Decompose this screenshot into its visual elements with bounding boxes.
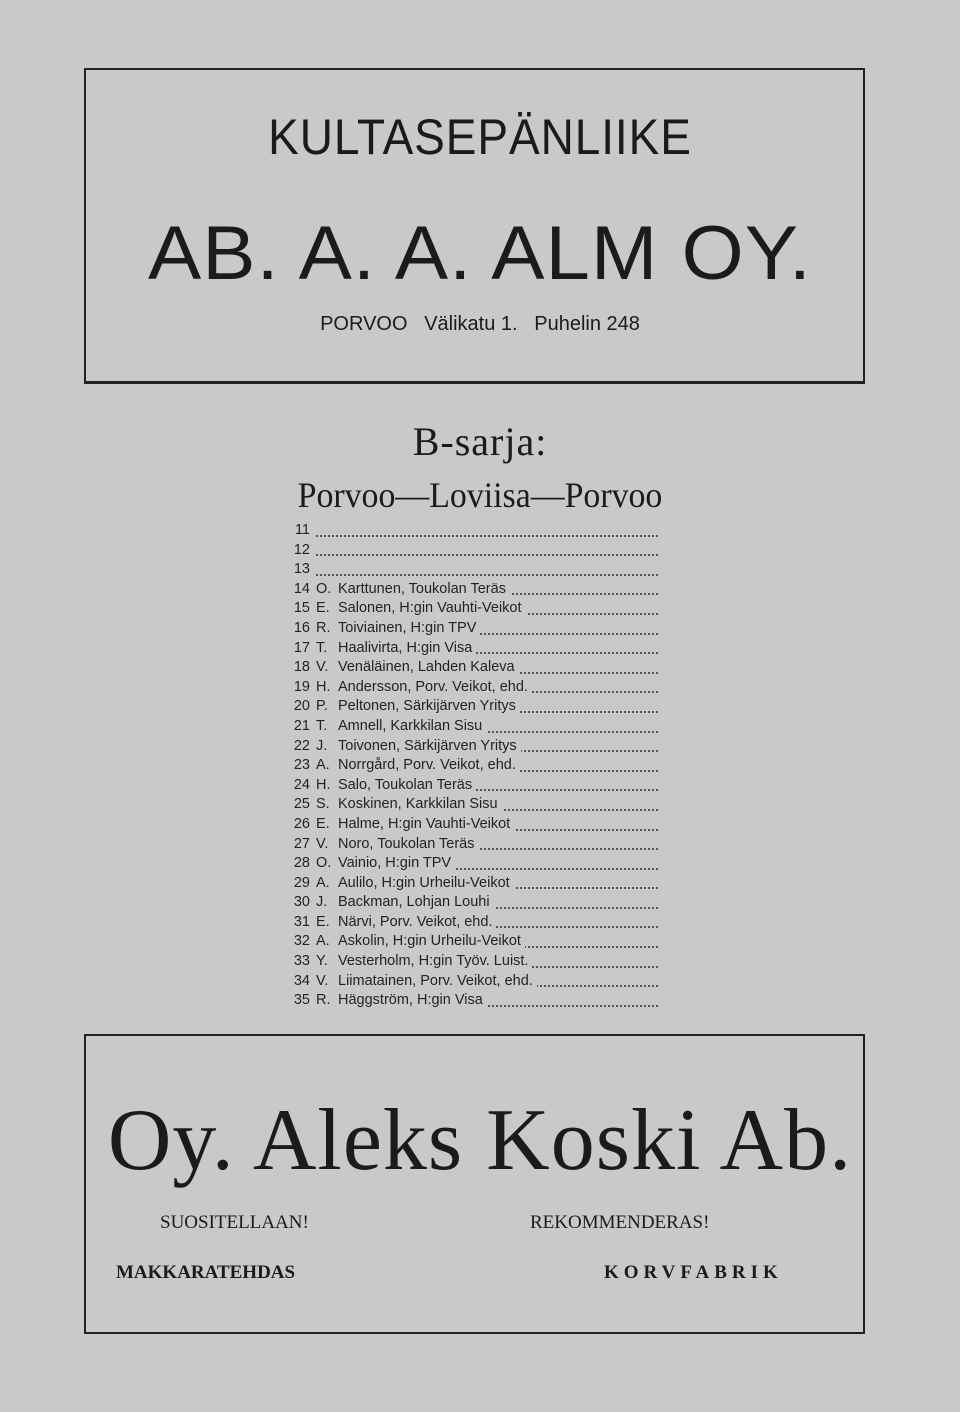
competitor-initial: R.	[316, 992, 331, 1009]
competitor-row	[288, 697, 658, 717]
competitor-name-club: Vainio, H:gin TPV	[338, 855, 452, 872]
competitor-initial: O.	[316, 580, 332, 597]
competitor-row	[288, 737, 658, 757]
competitor-row	[288, 893, 658, 913]
competitor-name-club: Toivonen, Särkijärven Yritys	[338, 737, 517, 754]
competitor-name-club: Närvi, Porv. Veikot, ehd.	[338, 913, 493, 930]
start-number: 15	[293, 600, 310, 617]
sausage-factory-name: Oy. Aleks Koski Ab.	[107, 1092, 853, 1189]
competitor-initial: V.	[316, 972, 329, 989]
competitor-entry	[288, 581, 510, 597]
start-number: 17	[293, 639, 310, 656]
start-number: 12	[293, 541, 310, 558]
competitor-initial: V.	[316, 835, 329, 852]
start-number: 25	[293, 796, 310, 813]
competitor-initial: H.	[316, 678, 331, 695]
competitor-row	[288, 639, 658, 659]
competitor-initial: J.	[316, 737, 328, 754]
start-number: 11	[294, 522, 310, 538]
competitor-entry	[288, 914, 496, 930]
competitor-name-club: Amnell, Karkkilan Sisu	[338, 717, 483, 734]
competitor-initial: T.	[316, 639, 328, 656]
competitor-entry	[288, 600, 526, 616]
series-title: B-sarja:	[412, 419, 548, 464]
competitor-entry	[288, 796, 502, 812]
competitor-row	[288, 815, 658, 835]
start-number: 35	[293, 992, 310, 1009]
competitor-name-club: Salo, Toukolan Teräs	[338, 776, 473, 793]
competitor-initial: R.	[316, 619, 331, 636]
competitor-name-club: Haalivirta, H:gin Visa	[338, 639, 473, 656]
competitor-initial: E.	[316, 600, 330, 617]
competitor-initial: A.	[316, 874, 330, 891]
factory-type-finnish: MAKKARATEHDAS	[116, 1262, 296, 1283]
competitor-entry	[288, 894, 494, 910]
competitor-row	[288, 874, 658, 894]
competitor-entry	[288, 718, 486, 734]
competitor-row	[288, 717, 658, 737]
competitor-name-club: Häggström, H:gin Visa	[338, 992, 483, 1009]
jeweller-shop-heading: KULTASEPÄNLIIKE	[268, 109, 692, 165]
competitor-entry	[288, 542, 314, 558]
competitor-row	[288, 932, 658, 952]
start-number: 31	[293, 913, 310, 930]
leader-dots	[288, 574, 658, 576]
competitor-entry	[288, 836, 479, 852]
competitor-entry	[288, 561, 314, 577]
competitor-entry	[288, 953, 532, 969]
start-number: 19	[293, 678, 310, 695]
competitor-row	[288, 658, 658, 678]
start-number: 16	[293, 619, 310, 636]
start-number: 33	[293, 953, 310, 970]
competitor-row	[288, 756, 658, 776]
competitor-name-club: Noro, Toukolan Teräs	[338, 835, 475, 852]
start-number: 29	[293, 874, 310, 891]
competitor-row	[288, 560, 658, 580]
competitor-initial: Y.	[316, 953, 328, 970]
competitor-entry	[288, 992, 487, 1008]
competitor-row	[288, 678, 658, 698]
start-number: 23	[293, 757, 310, 774]
competitor-initial: A.	[316, 757, 330, 774]
competitor-row	[288, 580, 658, 600]
competitor-initial: J.	[316, 894, 328, 911]
start-number: 22	[293, 737, 310, 754]
competitor-entry	[288, 973, 537, 989]
start-number: 20	[293, 698, 310, 715]
competitor-row	[288, 991, 658, 1011]
competitor-name-club: Koskinen, Karkkilan Sisu	[338, 796, 498, 813]
start-number: 32	[293, 933, 310, 950]
competitor-name-club: Backman, Lohjan Louhi	[338, 894, 490, 911]
start-number: 18	[293, 659, 310, 676]
competitor-entry	[288, 875, 514, 891]
competitor-initial: V.	[316, 659, 329, 676]
start-number: 24	[293, 776, 310, 793]
competitor-initial: E.	[316, 815, 330, 832]
jeweller-company-name: AB. A. A. ALM OY.	[147, 211, 812, 296]
competitor-initial: O.	[316, 855, 332, 872]
competitor-name-club: Liimatainen, Porv. Veikot, ehd.	[338, 972, 533, 989]
competitor-name-club: Karttunen, Toukolan Teräs	[338, 580, 506, 597]
competitor-name-club: Vesterholm, H:gin Työv. Luist.	[338, 953, 529, 970]
competitor-row	[288, 795, 658, 815]
competitor-initial: T.	[316, 717, 328, 734]
competitor-row	[288, 619, 658, 639]
start-number: 28	[293, 855, 310, 872]
recommend-finnish: SUOSITELLAAN!	[160, 1212, 309, 1233]
competitor-entry	[288, 757, 520, 773]
start-number: 26	[293, 815, 310, 832]
competitor-initial: H.	[316, 776, 331, 793]
competitor-name-club: Aulilo, H:gin Urheilu-Veikot	[338, 874, 510, 891]
competitor-entry	[288, 698, 520, 714]
leader-dots	[288, 554, 658, 556]
competitor-entry	[288, 816, 514, 832]
competitor-row	[288, 521, 658, 541]
competitor-name-club: Venäläinen, Lahden Kaleva	[338, 659, 515, 676]
competitor-entry	[288, 679, 532, 695]
competitor-entry	[288, 659, 519, 675]
competitor-list	[288, 521, 658, 1011]
start-number: 21	[293, 717, 310, 734]
competitor-name-club: Peltonen, Särkijärven Yritys	[338, 698, 516, 715]
factory-type-swedish: KORVFABRIK	[604, 1262, 783, 1283]
start-number: 14	[293, 580, 310, 597]
competitor-entry	[288, 777, 476, 793]
competitor-row	[288, 854, 658, 874]
competitor-entry	[288, 620, 480, 636]
start-number: 30	[293, 894, 310, 911]
race-route: Porvoo—Loviisa—Porvoo	[297, 475, 663, 515]
competitor-name-club: Norrgård, Porv. Veikot, ehd.	[338, 757, 516, 774]
competitor-row	[288, 541, 658, 561]
competitor-row	[288, 835, 658, 855]
competitor-row	[288, 599, 658, 619]
competitor-name-club: Halme, H:gin Vauhti-Veikot	[338, 815, 511, 832]
competitor-row	[288, 972, 658, 992]
competitor-entry	[288, 640, 476, 656]
competitor-initial: A.	[316, 933, 330, 950]
competitor-entry	[288, 933, 525, 949]
competitor-initial: S.	[316, 796, 330, 813]
competitor-name-club: Askolin, H:gin Urheilu-Veikot	[338, 933, 521, 950]
competitor-row	[288, 776, 658, 796]
competitor-row	[288, 952, 658, 972]
competitor-initial: P.	[316, 698, 328, 715]
competitor-entry	[288, 738, 521, 754]
start-number: 13	[293, 561, 310, 578]
competitor-entry	[288, 522, 314, 538]
start-number: 27	[293, 835, 310, 852]
competitor-name-club: Andersson, Porv. Veikot, ehd.	[338, 678, 528, 695]
jeweller-address: PORVOO Välikatu 1. Puhelin 248	[320, 313, 640, 335]
competitor-name-club: Toiviainen, H:gin TPV	[338, 619, 477, 636]
competitor-name-club: Salonen, H:gin Vauhti-Veikot	[338, 600, 522, 617]
competitor-row	[288, 913, 658, 933]
leader-dots	[288, 535, 658, 537]
recommend-swedish: REKOMMENDERAS!	[530, 1212, 710, 1233]
competitor-initial: E.	[316, 913, 330, 930]
competitor-entry	[288, 855, 455, 871]
start-number: 34	[293, 972, 310, 989]
